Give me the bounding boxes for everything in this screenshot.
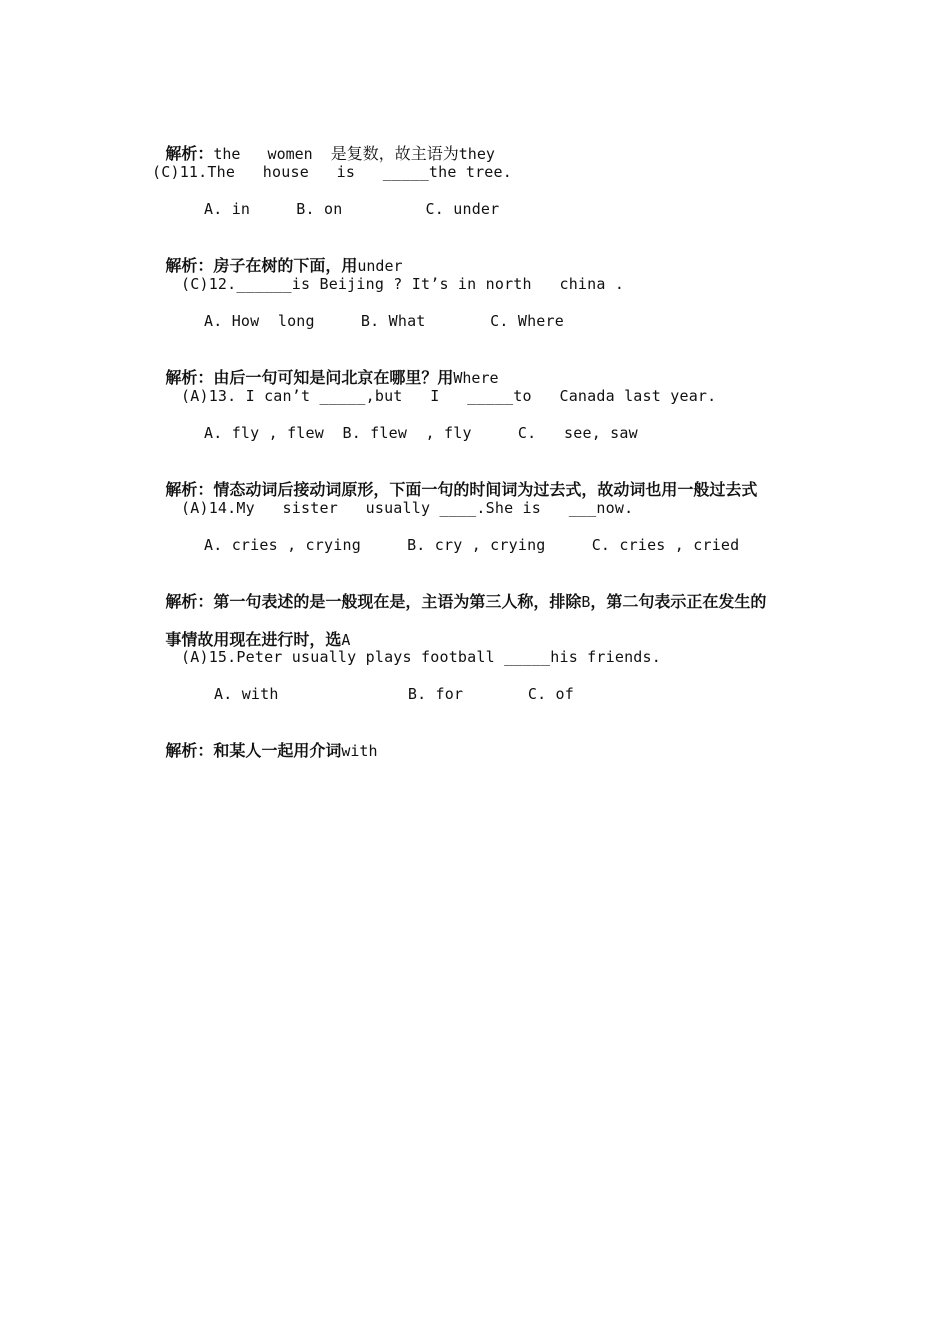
analysis-line <box>145 124 495 163</box>
question-11-options: A. in B. on C. under <box>204 200 500 218</box>
analysis-continuation <box>145 610 351 649</box>
question-14: (A)14.My sister usually ____.She is ___now. <box>181 499 634 517</box>
question-15: (A)15.Peter usually plays football _____his friends. <box>181 648 661 666</box>
analysis-english-text: B <box>581 593 591 611</box>
analysis-label: 解析： <box>165 144 214 163</box>
analysis-line <box>145 236 403 275</box>
analysis-label: 解析： <box>165 256 214 275</box>
analysis-label: 解析： <box>165 592 214 611</box>
analysis-line <box>145 572 767 611</box>
analysis-line <box>145 460 758 499</box>
analysis-chinese-text: ，第二句表示正在发生的 <box>590 592 767 611</box>
analysis-chinese-text: 情态动词后接动词原形，下面一句的时间词为过去式，故动词也用一般过去式 <box>213 480 758 499</box>
analysis-chinese-text: 是复数，故主语为 <box>330 144 459 163</box>
analysis-chinese-text: 事情故用现在进行时，选 <box>165 630 342 649</box>
analysis-chinese-text: 房子在树的下面，用 <box>213 256 358 275</box>
analysis-english-text: the women <box>213 145 331 163</box>
analysis-chinese-text: 第一句表述的是一般现在是，主语为第三人称，排除 <box>213 592 582 611</box>
question-12-options: A. How long B. What C. Where <box>204 312 564 330</box>
analysis-line <box>145 348 499 387</box>
question-13-options: A. fly , flew B. flew , fly C. see, saw <box>204 424 638 442</box>
analysis-english-text: Where <box>453 369 499 387</box>
analysis-label: 解析： <box>165 741 214 760</box>
analysis-english-text: they <box>458 145 495 163</box>
question-15-options: A. with B. for C. of <box>214 685 574 703</box>
analysis-label: 解析： <box>165 368 214 387</box>
analysis-english-text: with <box>341 742 378 760</box>
question-14-options: A. cries , crying B. cry , crying C. cries , cried <box>204 536 740 554</box>
analysis-line <box>145 721 378 760</box>
analysis-english-text: A <box>341 631 351 649</box>
analysis-english-text: under <box>357 257 403 275</box>
question-13: (A)13. I can’t _____,but I _____to Canada last year. <box>181 387 717 405</box>
question-11: (C)11.The house is _____the tree. <box>152 163 512 181</box>
analysis-chinese-text: 由后一句可知是问北京在哪里？用 <box>213 368 454 387</box>
analysis-chinese-text: 和某人一起用介词 <box>213 741 342 760</box>
analysis-label: 解析： <box>165 480 214 499</box>
question-12: (C)12.______is Beijing ? It’s in north china . <box>181 275 625 293</box>
